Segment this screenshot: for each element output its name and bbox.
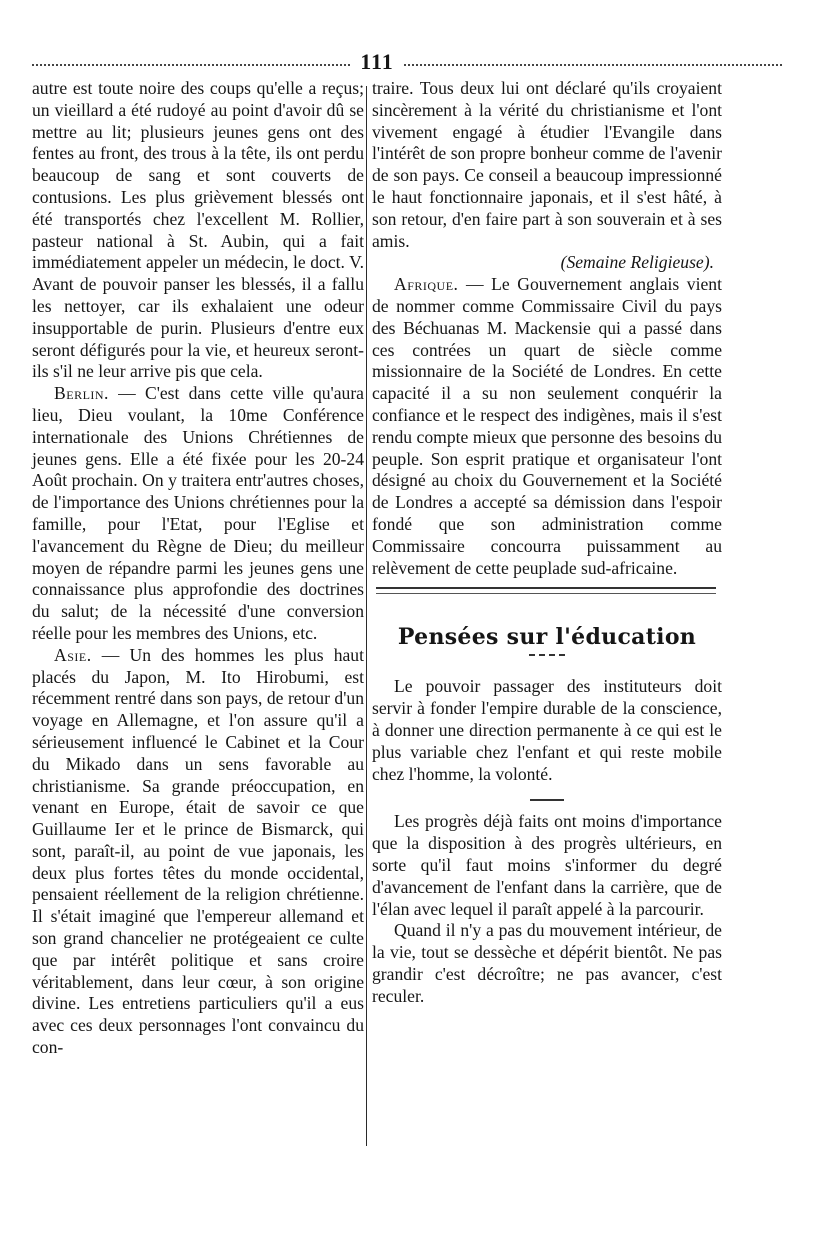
section-separator-rule [376, 587, 716, 594]
article-source: (Semaine Religieuse). [560, 252, 714, 273]
article-asie [32, 645, 364, 1059]
article-afrique-heading: Afrique. [394, 274, 459, 295]
right-column [372, 78, 722, 1007]
thought-paragraph-3: Quand il n'y a pas du mouvement intérieur, de la vie, tout se dessèche et dépérit bientôt. Ne pas grandir c'est décroître; ne pas avancer, c'est reculer. [372, 920, 722, 1006]
header-rule-right [404, 64, 782, 66]
title-ornament [529, 654, 565, 656]
article-berlin-heading: Berlin. [54, 383, 109, 404]
thought-paragraph-2: Les progrès déjà faits ont moins d'importance que la disposition à des progrès ultérieurs, en sorte qu'il faut moins s'informer du degré d'avancement de l'enfant dans la carrière, que de l'élan avec lequel il paraît appelé à la parcourir. [372, 811, 722, 919]
column-divider [366, 86, 367, 1146]
article-st-aubin-continuation: autre est toute noire des coups qu'elle a reçus; un vieillard a été rudoyé au point d'avoir dû se mettre au lit; plusieurs jeunes gens ont des fentes au front, des trous à la tête, ils ont perdu beaucoup de sang et sont couverts de contusions. Les plus grièvement blessés ont été transportés chez l'excellent M. Rollier, pasteur national à St. Aubin, qui a fait immédiatement appeler un médecin, le doct. V. Avant de pouvoir panser les blessés, il a fallu les nettoyer, car ils exhalaient une odeur insupportable de purin. Plusieurs d'entre eux seront défigurés pour la vie, et heureux seront-ils s'il ne leur arrive pis que cela. [32, 78, 364, 382]
article-afrique-body: — Le Gouvernement anglais vient de nommer comme Commissaire Civil du pays des Béchuanas M. Mackensie qui a passé dans ces contrées un quart de siècle comme missionnaire de la Société de Londres. En cette capacité il a su non seulement conquérir la confiance et le respect des indigènes, mais il s'est rendu compte mieux que personne des besoins du peuple. Son esprit pratique et organisateur l'ont désigné au choix du Gouvernement et la Société de Londres a accepté sa démission dans l'espoir fondé que son administration comme Commissaire concourra puissamment au relèvement de cette peuplade sud-africaine. [372, 274, 722, 578]
page-number: 111 [360, 49, 394, 74]
article-berlin [32, 383, 364, 645]
thought-separator [530, 799, 564, 801]
thought-paragraph-1: Le pouvoir passager des instituteurs doit servir à fonder l'empire durable de la conscience, à donner une direction permanente à ce qui est le plus variable chez l'enfant et qui reste mobile chez l'homme, la volonté. [372, 676, 722, 784]
article-berlin-body: — C'est dans cette ville qu'aura lieu, Dieu voulant, la 10me Conférence internationale des Unions Chrétiennes de jeunes gens. Elle a été fixée pour les 20-24 Août prochain. On y traitera entr'autres choses, de l'importance des Unions chrétiennes pour la famille, pour l'Etat, pour l'Eglise et l'avancement du Règne de Dieu; du meilleur moyen de répandre parmi les jeunes gens une connaissance plus approfondie des doctrines du salut; de la nécessité d'une conversion réelle pour les membres des Unions, etc. [32, 383, 364, 643]
article-asie-continuation: traire. Tous deux lui ont déclaré qu'ils croyaient sincèrement à la vérité du christianisme et l'ont vivement engagé à étudier l'Evangile dans l'intérêt de son propre bonheur comme de l'avenir de son pays. Ce conseil a beaucoup impressionné le haut fonctionnaire japonais, et il s'est hâté, à son retour, d'en faire part à son souverain et à ses amis. [372, 78, 722, 251]
header-rule-left [32, 64, 350, 66]
left-column [32, 78, 364, 1059]
section-title: Pensées sur l'éducation [397, 624, 697, 651]
article-asie-heading: Asie. [54, 644, 92, 665]
article-asie-body: — Un des hommes les plus haut placés du Japon, M. Ito Hirobumi, est récemment rentré dans son pays, de retour d'un voyage en Allemagne, et l'on assure qu'il a sérieusement influencé le Cabinet et la Cour du Mikado dans un sens favorable au christianisme. Sa grande préoccupation, en venant en Europe, était de savoir ce que Guillaume Ier et le prince de Bismarck, qui sont, paraît-il, au point de vue japonais, les deux plus fortes têtes du monde occidental, pensaient réellement de la religion chrétienne. Il s'était imaginé que l'empereur allemand et son grand chancelier ne protégeaient ce culte que par intérêt politique et sans croire véritablement, dans leur cœur, à son origine divine. Les entretiens particuliers qu'il a eus avec ces deux personnages l'ont convaincu du con- [32, 644, 364, 1058]
page-header [32, 50, 782, 74]
article-afrique [372, 274, 722, 579]
